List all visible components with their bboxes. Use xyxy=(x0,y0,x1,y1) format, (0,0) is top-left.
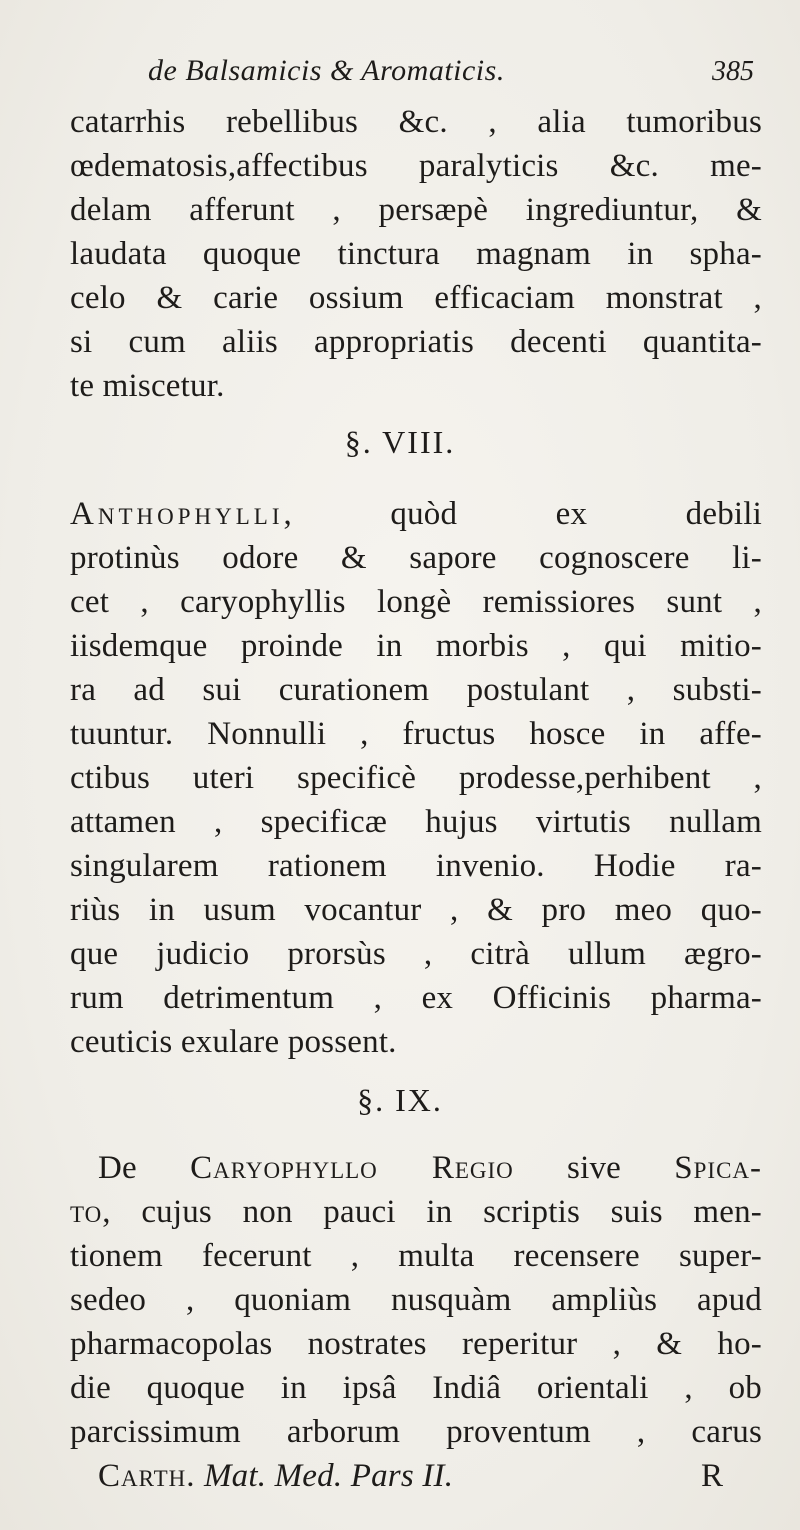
sive-word: sive xyxy=(567,1150,622,1186)
section-8-first-line xyxy=(70,492,762,536)
signature-line xyxy=(98,1454,658,1498)
section-9-second-line xyxy=(70,1190,762,1234)
text-line: œdematosis,affectibus paralyticis &c. me- xyxy=(70,148,762,184)
text-line: catarrhis rebellibus &c. , alia tumoribus xyxy=(70,104,762,140)
text-line: ctibus uteri specificè prodesse,perhibent , xyxy=(70,760,762,796)
text-line: sedeo , quoniam nusquàm ampliùs apud xyxy=(70,1282,762,1318)
text-line: iisdemque proinde in morbis , qui mitio- xyxy=(70,628,762,664)
text-line: parcissimum arborum proventum , carus xyxy=(70,1414,762,1450)
text-line: laudata quoque tinctura magnam in spha- xyxy=(70,236,762,272)
running-head xyxy=(0,50,800,98)
text-line: celo & carie ossium efficaciam monstrat , xyxy=(70,280,762,316)
text-line: que judicio prorsùs , citrà ullum ægro- xyxy=(70,936,762,972)
section-heading-9: §. IX. xyxy=(357,1082,443,1118)
running-title: de Balsamicis & Aromaticis. xyxy=(148,54,505,87)
text-line: attamen , specificæ hujus virtutis nullam xyxy=(70,804,762,840)
text-line: die quoque in ipsâ Indiâ orientali , ob xyxy=(70,1370,762,1406)
de-word: De xyxy=(98,1150,137,1186)
caryophyllo-regio: Caryophyllo Regio xyxy=(190,1150,514,1186)
text-line: tionem fecerunt , multa recensere super- xyxy=(70,1238,762,1274)
text-line: si cum aliis appropriatis decenti quantita- xyxy=(70,324,762,360)
section-heading-8: §. VIII. xyxy=(344,424,456,460)
text-line: delam afferunt , persæpè ingrediuntur, & xyxy=(70,192,762,228)
text-line: riùs in usum vocantur , & pro meo quo- xyxy=(70,892,762,928)
lead-line-rest: , quòd ex debili xyxy=(283,496,762,532)
text-line: ceuticis exulare possent. xyxy=(70,1024,397,1060)
text-line: tuuntur. Nonnulli , fructus hosce in affe- xyxy=(70,716,762,752)
text-line: rum detrimentum , ex Officinis pharma- xyxy=(70,980,762,1016)
text-line: te miscetur. xyxy=(70,368,225,404)
printer-signature: Carth. xyxy=(98,1458,196,1494)
catchword: R xyxy=(701,1458,724,1494)
text-line: protinùs odore & sapore cognoscere li- xyxy=(70,540,762,576)
work-title: Mat. Med. Pars II. xyxy=(203,1458,454,1494)
line-rest: , cujus non pauci in scriptis suis men- xyxy=(102,1194,762,1230)
text-line: ra ad sui curationem postulant , substi- xyxy=(70,672,762,708)
text-line: singularem rationem invenio. Hodie ra- xyxy=(70,848,762,884)
text-line: pharmacopolas nostrates reperitur , & ho- xyxy=(70,1326,762,1362)
spicato-part2: to xyxy=(70,1194,103,1230)
text-line: cet , caryophyllis longè remissiores sunt , xyxy=(70,584,762,620)
section-9-first-line xyxy=(98,1146,762,1190)
spicato-part1: Spica- xyxy=(674,1150,763,1186)
page-number: 385 xyxy=(712,56,754,87)
lead-word: Anthophylli xyxy=(70,496,284,532)
